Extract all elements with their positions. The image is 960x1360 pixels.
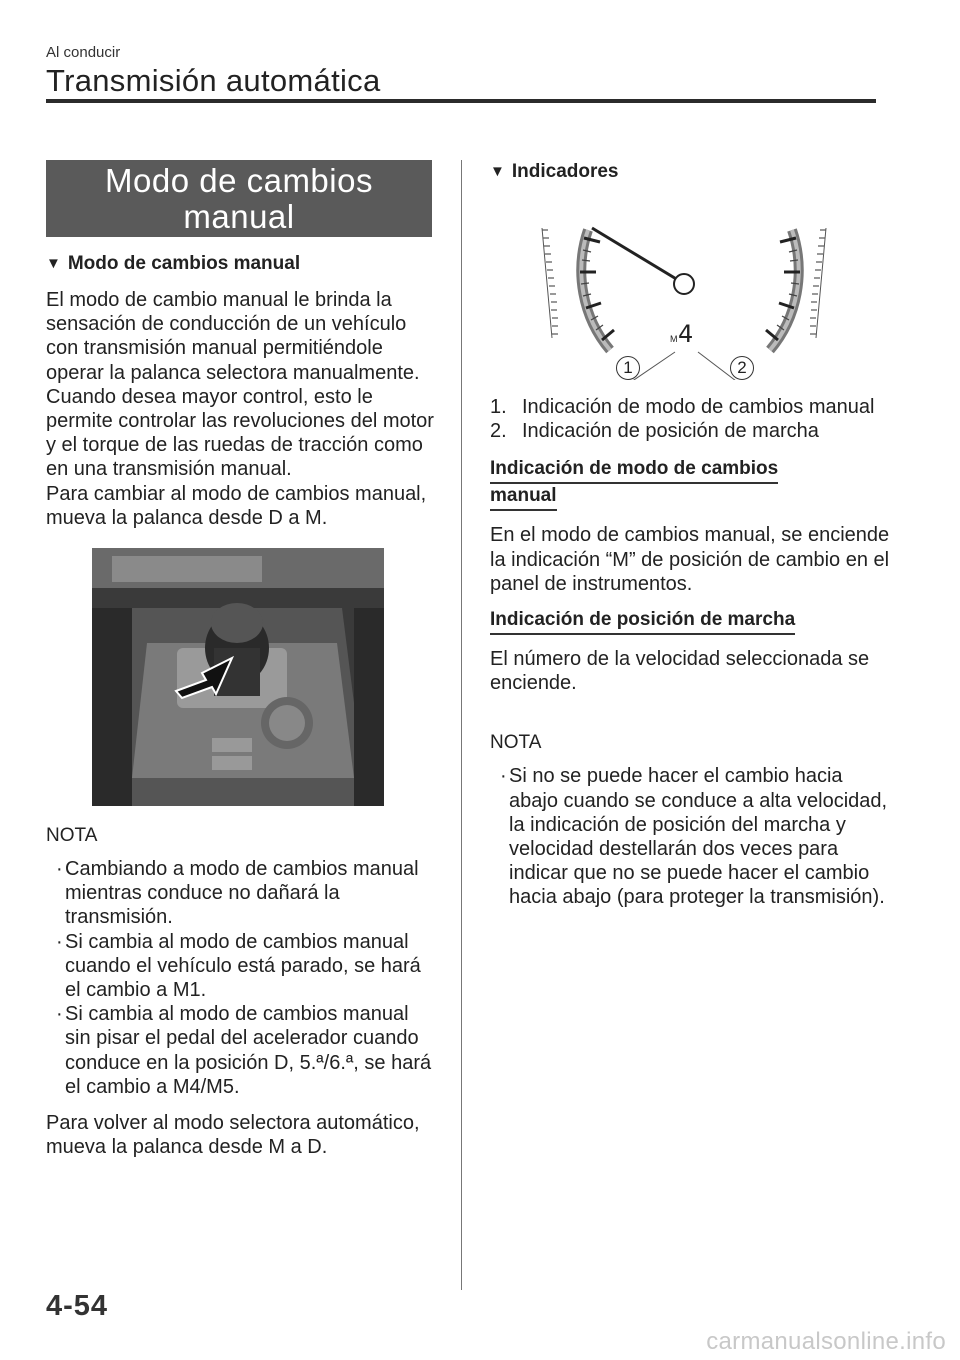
heading-manual-mode-indication — [490, 457, 890, 511]
gauge-gear-indicator: 4 — [678, 320, 694, 348]
column-divider — [461, 160, 462, 1290]
callout-2: 2 — [730, 356, 754, 380]
banner-line-2: manual — [183, 198, 295, 235]
subheading-text: Indicadores — [511, 161, 619, 182]
callout-1: 1 — [616, 356, 640, 380]
return-paragraph: Para volver al modo selectora automático, mueva la palanca desde M a D. — [46, 1112, 420, 1159]
list-item: 1. Indicación de modo de cambios manual — [490, 396, 875, 418]
gear-position-paragraph: El número de la velocidad seleccionada se enciende. — [490, 648, 870, 695]
page-header — [46, 44, 876, 100]
heading-gear-position-indication — [490, 608, 890, 635]
subheading-manual-mode — [46, 252, 438, 276]
shift-lever-illustration — [92, 548, 384, 806]
nota-list — [46, 857, 438, 1099]
section-banner — [46, 160, 432, 237]
nota-item: · Si cambia al modo de cambios manual cuando el vehículo está parado, se hará el cambio a M1. — [56, 930, 421, 1002]
right-column — [490, 160, 890, 910]
manual-mode-paragraph: En el modo de cambios manual, se enciende la indicación “M” de posición de cambio en el panel de instrumentos. — [490, 524, 890, 595]
triangle-down-icon: ▼ — [46, 255, 61, 272]
triangle-down-icon: ▼ — [490, 163, 505, 180]
banner-line-1: Modo de cambios — [105, 162, 373, 199]
nota-item: · Cambiando a modo de cambios manual mientras conduce no dañará la transmisión. — [56, 858, 419, 929]
section-label: Al conducir — [46, 44, 121, 61]
subheading-indicators — [490, 160, 890, 184]
nota-item: · Si cambia al modo de cambios manual sin pisar el pedal del acelerador cuando conduce en la posición D, 5.ª/6.ª, se hará el cambio a M4/M5. — [56, 1003, 432, 1098]
heading-text: Indicación de posición de marcha — [490, 608, 795, 635]
shift-lever-photo — [92, 548, 384, 806]
nota-label: NOTA — [490, 732, 542, 754]
left-column — [46, 160, 438, 1159]
gauge-diagram — [490, 190, 890, 380]
nota-item: · Si no se puede hacer el cambio hacia abajo cuando se conduce a alta velocidad, la indicación de posición del marcha y velocidad destellarán dos veces para indicar que no se puede hacer el cambio hacia abajo (para proteger la transmisión). — [500, 765, 888, 909]
watermark: carmanualsonline.info — [706, 1328, 946, 1355]
gauge-illustration — [490, 190, 890, 380]
nota-label: NOTA — [46, 825, 98, 847]
header-rule — [46, 99, 876, 103]
page-number: 4-54 — [46, 1290, 109, 1322]
subheading-text: Modo de cambios manual — [67, 253, 301, 274]
nota-list — [490, 764, 890, 909]
gauge-mode-indicator: M — [670, 334, 678, 344]
change-mode-paragraph: Para cambiar al modo de cambios manual, mueva la palanca desde D a M. — [46, 482, 427, 529]
heading-line-1: Indicación de modo de cambios — [490, 457, 778, 484]
page-title: Transmisión automática — [46, 63, 381, 98]
callout-list — [490, 395, 890, 443]
list-item: 2. Indicación de posición de marcha — [490, 420, 819, 443]
heading-line-2: manual — [490, 484, 557, 511]
intro-paragraph: El modo de cambio manual le brinda la sensación de conducción de un vehículo con transmisión manual permitiéndole operar la palanca selectora manualmente. Cuando desea mayor control, esto le permite controlar las revoluciones del motor y el torque de las ruedas de tracción como en una transmisión manual. — [46, 289, 434, 481]
